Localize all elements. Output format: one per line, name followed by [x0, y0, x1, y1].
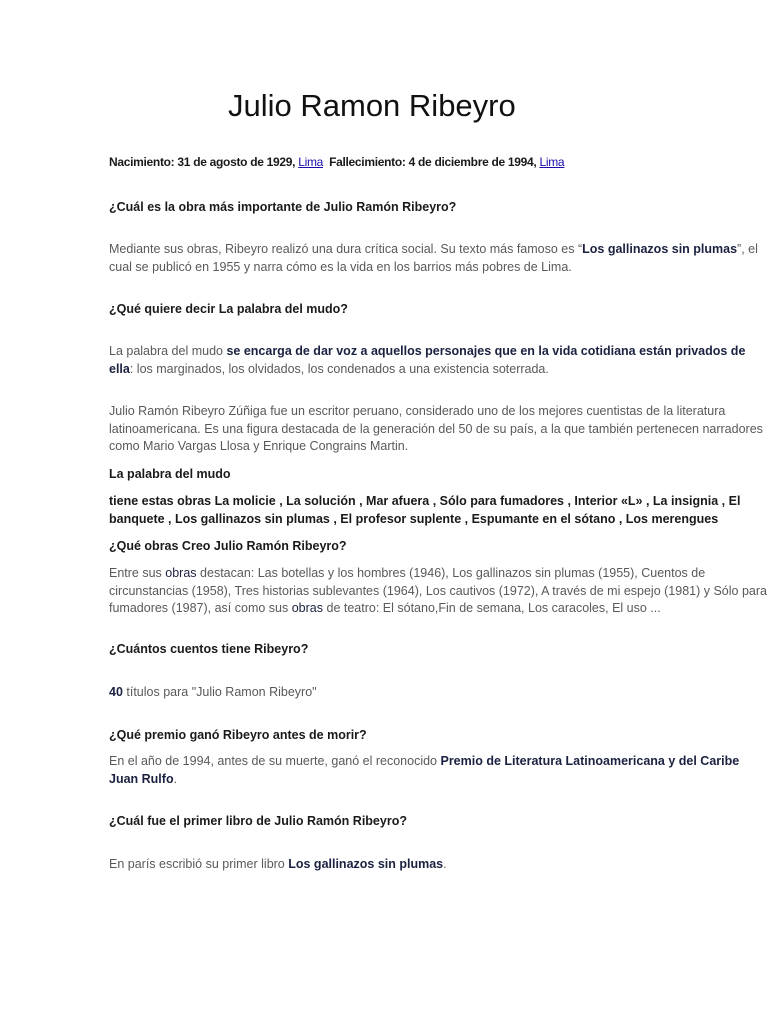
answer-most-important-work: [109, 241, 768, 276]
highlighted-word: obras: [165, 566, 197, 580]
question-works-created: ¿Qué obras Creo Julio Ramón Ribeyro?: [109, 539, 347, 553]
answer-text: de teatro: El sótano,Fin de semana, Los caracoles, El uso ...: [323, 601, 661, 615]
birth-place-link[interactable]: Lima: [298, 155, 324, 169]
answer-works-created: [109, 565, 768, 618]
answer-prize: [109, 753, 768, 788]
story-count: 40: [109, 685, 123, 699]
heading-palabra-del-mudo: La palabra del mudo: [109, 467, 231, 481]
answer-text: En parís escribió su primer libro: [109, 857, 289, 871]
highlighted-title: Los gallinazos sin plumas: [582, 242, 738, 256]
first-book-title: Los gallinazos sin plumas: [288, 857, 444, 871]
answer-text: Mediante sus obras, Ribeyro realizó una dura crítica social. Su texto más famoso es “: [109, 242, 583, 256]
question-palabra-del-mudo: ¿Qué quiere decir La palabra del mudo?: [109, 302, 348, 316]
birth-death-line: [109, 154, 768, 172]
birth-label: Nacimiento: 31 de agosto de 1929,: [109, 155, 299, 169]
answer-text: .: [173, 771, 178, 786]
answer-story-count: [109, 684, 768, 702]
question-most-important-work: ¿Cuál es la obra más importante de Julio Ramón Ribeyro?: [109, 200, 457, 214]
prize-name: Premio de Literatura Latinoamericana y del Caribe Juan Rulfo: [109, 754, 740, 786]
answer-text: ”, el cual se publicó en 1955 y narra cómo es la vida en los barrios más pobres de Lima.: [109, 242, 758, 274]
answer-text: .: [443, 857, 447, 871]
answer-first-book: [109, 856, 768, 874]
death-place-link[interactable]: Lima: [539, 155, 565, 169]
answer-text: En el año de 1994, antes de su muerte, ganó el reconocido: [109, 754, 441, 768]
page-title: Julio Ramon Ribeyro: [228, 88, 516, 123]
highlighted-text: se encarga de dar voz a aquellos personajes que en la vida cotidiana están privados de ella: [109, 344, 746, 376]
question-prize: ¿Qué premio ganó Ribeyro antes de morir?: [109, 728, 367, 742]
answer-text: La palabra del mudo: [109, 344, 227, 358]
highlighted-word: obras: [291, 601, 324, 615]
answer-text: destacan: Las botellas y los hombres (1946), Los gallinazos sin plumas (1955), Cuentos de circunstancias (1958), Tres historias sublevantes (1964), Los cautivos (1972), A través de mi espejo (1981) y Sólo para fumadores (1987), así como sus: [109, 566, 767, 615]
biography-paragraph: Julio Ramón Ribeyro Zúñiga fue un escritor peruano, considerado uno de los mejores cuentistas de la literatura latinoamericana. Es una figura destacada de la generación del 50 de su país, a la que también pertenecen narradores como Mario Vargas Llosa y Enrique Congrains Martin.: [109, 404, 763, 453]
answer-palabra-del-mudo: [109, 343, 768, 378]
question-story-count: ¿Cuántos cuentos tiene Ribeyro?: [109, 642, 309, 656]
works-list-paragraph: tiene estas obras La molicie , La solución , Mar afuera , Sólo para fumadores , Interior «L» , La insignia , El banquete , Los gallinazos sin plumas , El profesor suplente , Espumante en el sótano , Los merengues: [109, 494, 741, 526]
answer-text: : los marginados, los olvidados, los condenados a una existencia soterrada.: [129, 361, 549, 376]
death-label: Fallecimiento: 4 de diciembre de 1994,: [323, 155, 540, 169]
answer-text: títulos para "Julio Ramon Ribeyro": [122, 685, 317, 699]
question-first-book: ¿Cuál fue el primer libro de Julio Ramón Ribeyro?: [109, 814, 407, 828]
answer-text: Entre sus: [109, 566, 166, 580]
